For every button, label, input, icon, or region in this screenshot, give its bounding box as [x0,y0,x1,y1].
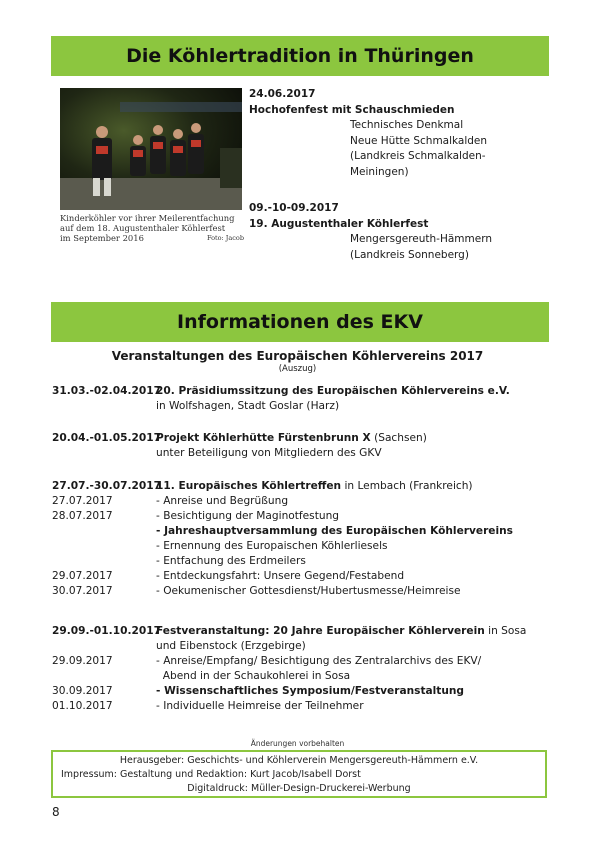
event-koehlerfest [249,201,492,263]
entry-koehlerhuette [52,431,552,461]
imprint-box [51,750,547,798]
section-title-ekv: Informationen des EKV [51,302,549,342]
schedule-row [52,684,552,699]
entry-title-rest: in Sosa [484,625,527,637]
schedule-row [52,654,552,669]
schedule-text: - Anreise/Empfang/ Besichtigung des Zentralarchivs des EKV/ [156,655,482,667]
schedule-row [52,699,552,714]
schedule-date: 27.07.2017 [52,495,113,507]
event-location-line: (Landkreis Schmalkalden- [350,150,486,162]
entry-title-rest: in Lembach (Frankreich) [341,480,473,492]
entry-koehlertreffen [52,479,552,599]
schedule-row [52,554,552,569]
schedule-date [52,524,156,539]
schedule-text: - Besichtigung der Maginotfestung [156,510,340,522]
schedule-text: - Wissenschaftliches Symposium/Festveranstaltung [156,685,465,697]
changes-note: Änderungen vorbehalten [250,739,345,748]
schedule-date: 01.10.2017 [52,700,113,712]
schedule-date: 29.09.2017 [52,655,113,667]
schedule-date [52,554,156,569]
entry-title-rest: (Sachsen) [370,432,427,444]
schedule-row [52,509,552,524]
schedule-row [52,539,552,554]
schedule-text: Abend in der Schaukohlerei in Sosa [156,670,351,682]
entry-title: Festveranstaltung: 20 Jahre Europäischer Köhlerverein [156,625,485,637]
caption-line: im September 2016 [60,233,144,243]
caption-line: Kinderköhler vor ihrer Meilerentfachung [60,213,235,223]
event-location-line: Technisches Denkmal [350,119,464,131]
event-title: 19. Augustenthaler Köhlerfest [249,217,429,230]
entry-date: 27.07.-30.07.2017 [52,480,161,492]
schedule-row [52,524,552,539]
entry-date: 20.04.-01.05.2017 [52,432,161,444]
photo-caption [60,213,244,243]
event-date: 24.06.2017 [249,88,316,100]
schedule-text: - Ernennung des Europaischen Köhlerliesels [156,540,388,552]
schedule-date: 30.09.2017 [52,685,113,697]
event-date: 09.-10-09.2017 [249,202,339,214]
event-location-line: Meiningen) [350,165,409,178]
entry-praesidiumssitzung [52,384,552,414]
entry-title: 11. Europäisches Köhlertreffen [156,480,342,492]
schedule-date: 29.07.2017 [52,570,113,582]
schedule-date: 30.07.2017 [52,585,113,597]
page-number: 8 [52,805,60,819]
events-subtitle-note: (Auszug) [278,364,317,374]
schedule-row [52,584,552,599]
photo-credit: Foto: Jacob [206,234,244,242]
imprint-editorial: Impressum: Gestaltung und Redaktion: Kurt Jacob/Isabell Dorst [61,769,361,780]
imprint-publisher: Herausgeber: Geschichts- und Köhlerverein Mengersgereuth-Hämmern e.V. [119,755,479,766]
schedule-row [52,669,552,684]
schedule-row [52,569,552,584]
event-hochofenfest [249,87,487,180]
event-location-line: (Landkreis Sonneberg) [350,248,469,261]
events-subtitle: Veranstaltungen des Europäischen Köhlervereins 2017 [111,349,484,363]
schedule-date: 28.07.2017 [52,510,113,522]
entry-date: 29.09.-01.10.2017 [52,625,161,637]
entry-festveranstaltung [52,624,552,714]
event-location-line: Neue Hütte Schmalkalden [350,134,488,147]
event-location-line: Mengersgereuth-Hämmern [350,233,493,245]
entry-title: 20. Präsidiumssitzung des Europäischen Köhlervereins e.V. [156,385,510,397]
caption-line: auf dem 18. Augustenthaler Köhlerfest [60,223,226,233]
schedule-text: - Anreise und Begrüßung [156,495,289,507]
entry-extra: in Wolfshagen, Stadt Goslar (Harz) [156,400,340,412]
entry-date: 31.03.-02.04.2017 [52,385,161,397]
schedule-text: - Oekumenischer Gottesdienst/Hubertusmesse/Heimreise [156,585,461,597]
schedule-row [52,494,552,509]
schedule-text: - Entfachung des Erdmeilers [156,555,306,567]
photo-kinderkoehler [60,88,242,210]
entry-extra: unter Beteiligung von Mitgliedern des GKV [156,447,382,459]
schedule-text: - Entdeckungsfahrt: Unsere Gegend/Festabend [156,570,405,582]
event-title: Hochofenfest mit Schauschmieden [249,103,455,116]
section-title-koehlertradition: Die Köhlertradition in Thüringen [51,36,549,76]
entry-extra: und Eibenstock (Erzgebirge) [156,640,306,652]
entry-title: Projekt Köhlerhütte Fürstenbrunn X [156,432,371,444]
imprint-print: Digitaldruck: Müller-Design-Druckerei-Werbung [187,783,411,794]
schedule-text: - Jahreshauptversammlung des Europäischen Köhlervereins [156,525,513,537]
schedule-text: - Individuelle Heimreise der Teilnehmer [156,700,364,712]
schedule-date [52,669,156,684]
schedule-date [52,539,156,554]
